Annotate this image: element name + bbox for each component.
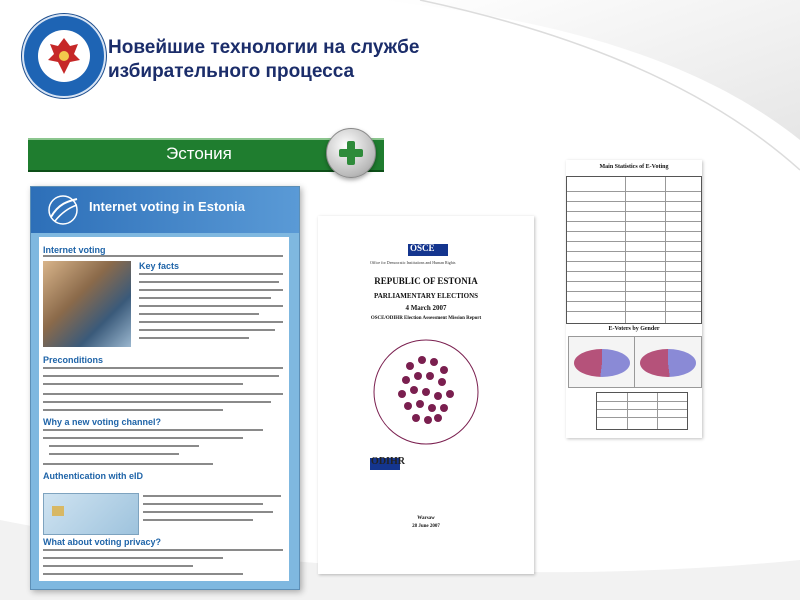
brochure-internet-voting [30,186,300,590]
text-line [43,383,243,385]
text-line [43,429,263,431]
pie-chart-panel [568,336,636,388]
pie-chart [574,349,630,377]
table-row [567,281,701,282]
text-line [43,409,223,411]
brochure-section-heading: What about voting privacy? [43,537,162,547]
osce-report-cover [318,216,534,574]
text-line [43,437,243,439]
table-row [567,201,701,202]
text-line [139,329,275,331]
text-line [43,573,243,575]
table-row [567,211,701,212]
table-row [567,241,701,242]
gender-table [596,392,688,430]
osce-org-name: Office for Democratic Institutions and Human Rights [370,260,456,265]
text-line [139,305,283,307]
table-row [567,221,701,222]
text-line [43,401,271,403]
table-row [567,291,701,292]
text-line [49,453,179,455]
text-line [143,495,281,497]
table-row [597,409,687,410]
slide-title [108,36,419,84]
odihr-emblem-icon [366,332,486,452]
odihr-label: ODIHR [371,456,405,467]
brochure-section-heading: Preconditions [43,355,104,365]
gender-chart-title: E-Voters by Gender [608,326,660,332]
text-line [139,289,283,291]
brochure-section-heading: Why a new voting channel? [43,417,162,427]
text-line [43,565,193,567]
table-col-divider [657,393,658,429]
report-type: OSCE/ODIHR Election Assessment Mission Report [370,316,482,321]
report-footer-date: 28 June 2007 [412,524,440,529]
table-row [567,271,701,272]
text-line [43,557,223,559]
brochure-section-heading: Authentication with eID [43,471,143,481]
table-row [597,401,687,402]
text-line [43,549,283,551]
brochure-title: Internet voting in Estonia [89,199,246,214]
table-row [567,311,701,312]
table-row [567,191,701,192]
text-line [139,321,283,323]
table-row [567,231,701,232]
table-row [597,417,687,418]
table-row [567,261,701,262]
text-line [143,503,263,505]
text-line [143,511,273,513]
stats-title: Main Statistics of E-Voting [599,164,669,170]
slide-title-line1: Новейшие технологии на службе [108,37,420,58]
table-row [567,301,701,302]
plus-icon[interactable] [326,128,376,178]
eid-card-image [43,493,139,535]
text-line [139,273,283,275]
text-line [43,375,279,377]
stats-table [566,176,702,324]
text-line [43,255,283,257]
pie-chart-panel [634,336,702,388]
text-line [139,297,271,299]
text-line [139,281,279,283]
osce-logo-text: OSCE [410,243,435,253]
banner-label: Эстония [166,144,232,163]
text-line [43,367,283,369]
brochure-photo [43,261,131,347]
text-line [139,313,259,315]
text-line [43,393,283,395]
text-line [49,445,199,447]
text-line [43,463,213,465]
table-col-divider [627,393,628,429]
text-line [139,337,249,339]
slide-title-line2: избирательного процесса [108,61,355,82]
table-row [567,251,701,252]
estonia-eid-logo-icon [45,193,81,227]
text-line [143,519,253,521]
brochure-section-heading: Internet voting [43,245,106,255]
report-date: 4 March 2007 [405,304,447,312]
e-voting-statistics [566,160,702,438]
brochure-body [39,237,289,581]
report-country: REPUBLIC OF ESTONIA [374,276,478,286]
brochure-section-heading: Key facts [139,261,180,271]
pie-chart [640,349,696,377]
report-election: PARLIAMENTARY ELECTIONS [373,292,479,300]
brochure-header [31,187,299,233]
election-commission-emblem-icon [22,14,106,98]
slide-header [0,0,800,110]
report-footer-city: Warsaw [417,516,435,521]
